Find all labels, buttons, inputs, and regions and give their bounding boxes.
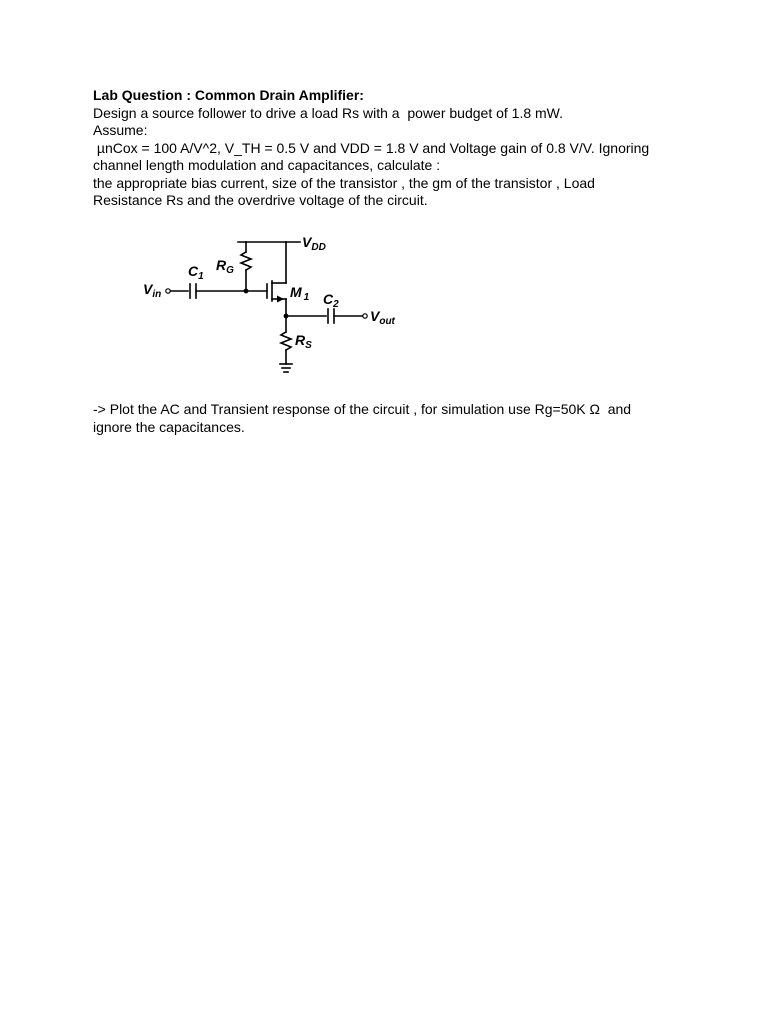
vout-label: Vout	[370, 308, 395, 327]
rs-label: RS	[295, 332, 312, 351]
question-line: Resistance Rs and the overdrive voltage of the circuit.	[93, 192, 428, 208]
rs-resistor	[281, 332, 291, 350]
rg-label: RG	[216, 257, 234, 276]
m1-label: M 1	[290, 284, 310, 303]
question-line: channel length modulation and capacitances, calculate :	[93, 157, 441, 173]
source-node-dot	[284, 314, 289, 319]
vout-terminal	[363, 314, 367, 318]
transistor-arrow	[277, 296, 284, 303]
rg-resistor	[241, 252, 251, 270]
question-title: Lab Question : Common Drain Amplifier:	[93, 87, 364, 103]
question-line: the appropriate bias current, size of the transistor , the gm of the transistor , Load	[93, 174, 595, 191]
instruction-line: ignore the capacitances.	[93, 418, 245, 435]
c1-label: C1	[188, 263, 204, 282]
vin-label: Vin	[143, 281, 162, 300]
vdd-label: VDD	[302, 234, 326, 253]
common-drain-circuit-diagram	[130, 228, 420, 388]
c2-label: C2	[323, 291, 339, 310]
vin-terminal	[166, 289, 170, 293]
gate-node-dot	[244, 289, 249, 294]
question-line: µnCox = 100 A/V^2, V_TH = 0.5 V and VDD = 1.8 V and Voltage gain of 0.8 V/V. Ignoring	[93, 139, 650, 156]
instruction-block	[93, 401, 693, 436]
question-line: Assume:	[93, 122, 148, 138]
question-block	[93, 87, 693, 210]
instruction-line: -> Plot the AC and Transient response of the circuit , for simulation use Rg=50K Ω and	[93, 401, 632, 417]
question-line: Design a source follower to drive a load Rs with a power budget of 1.8 mW.	[93, 104, 564, 121]
